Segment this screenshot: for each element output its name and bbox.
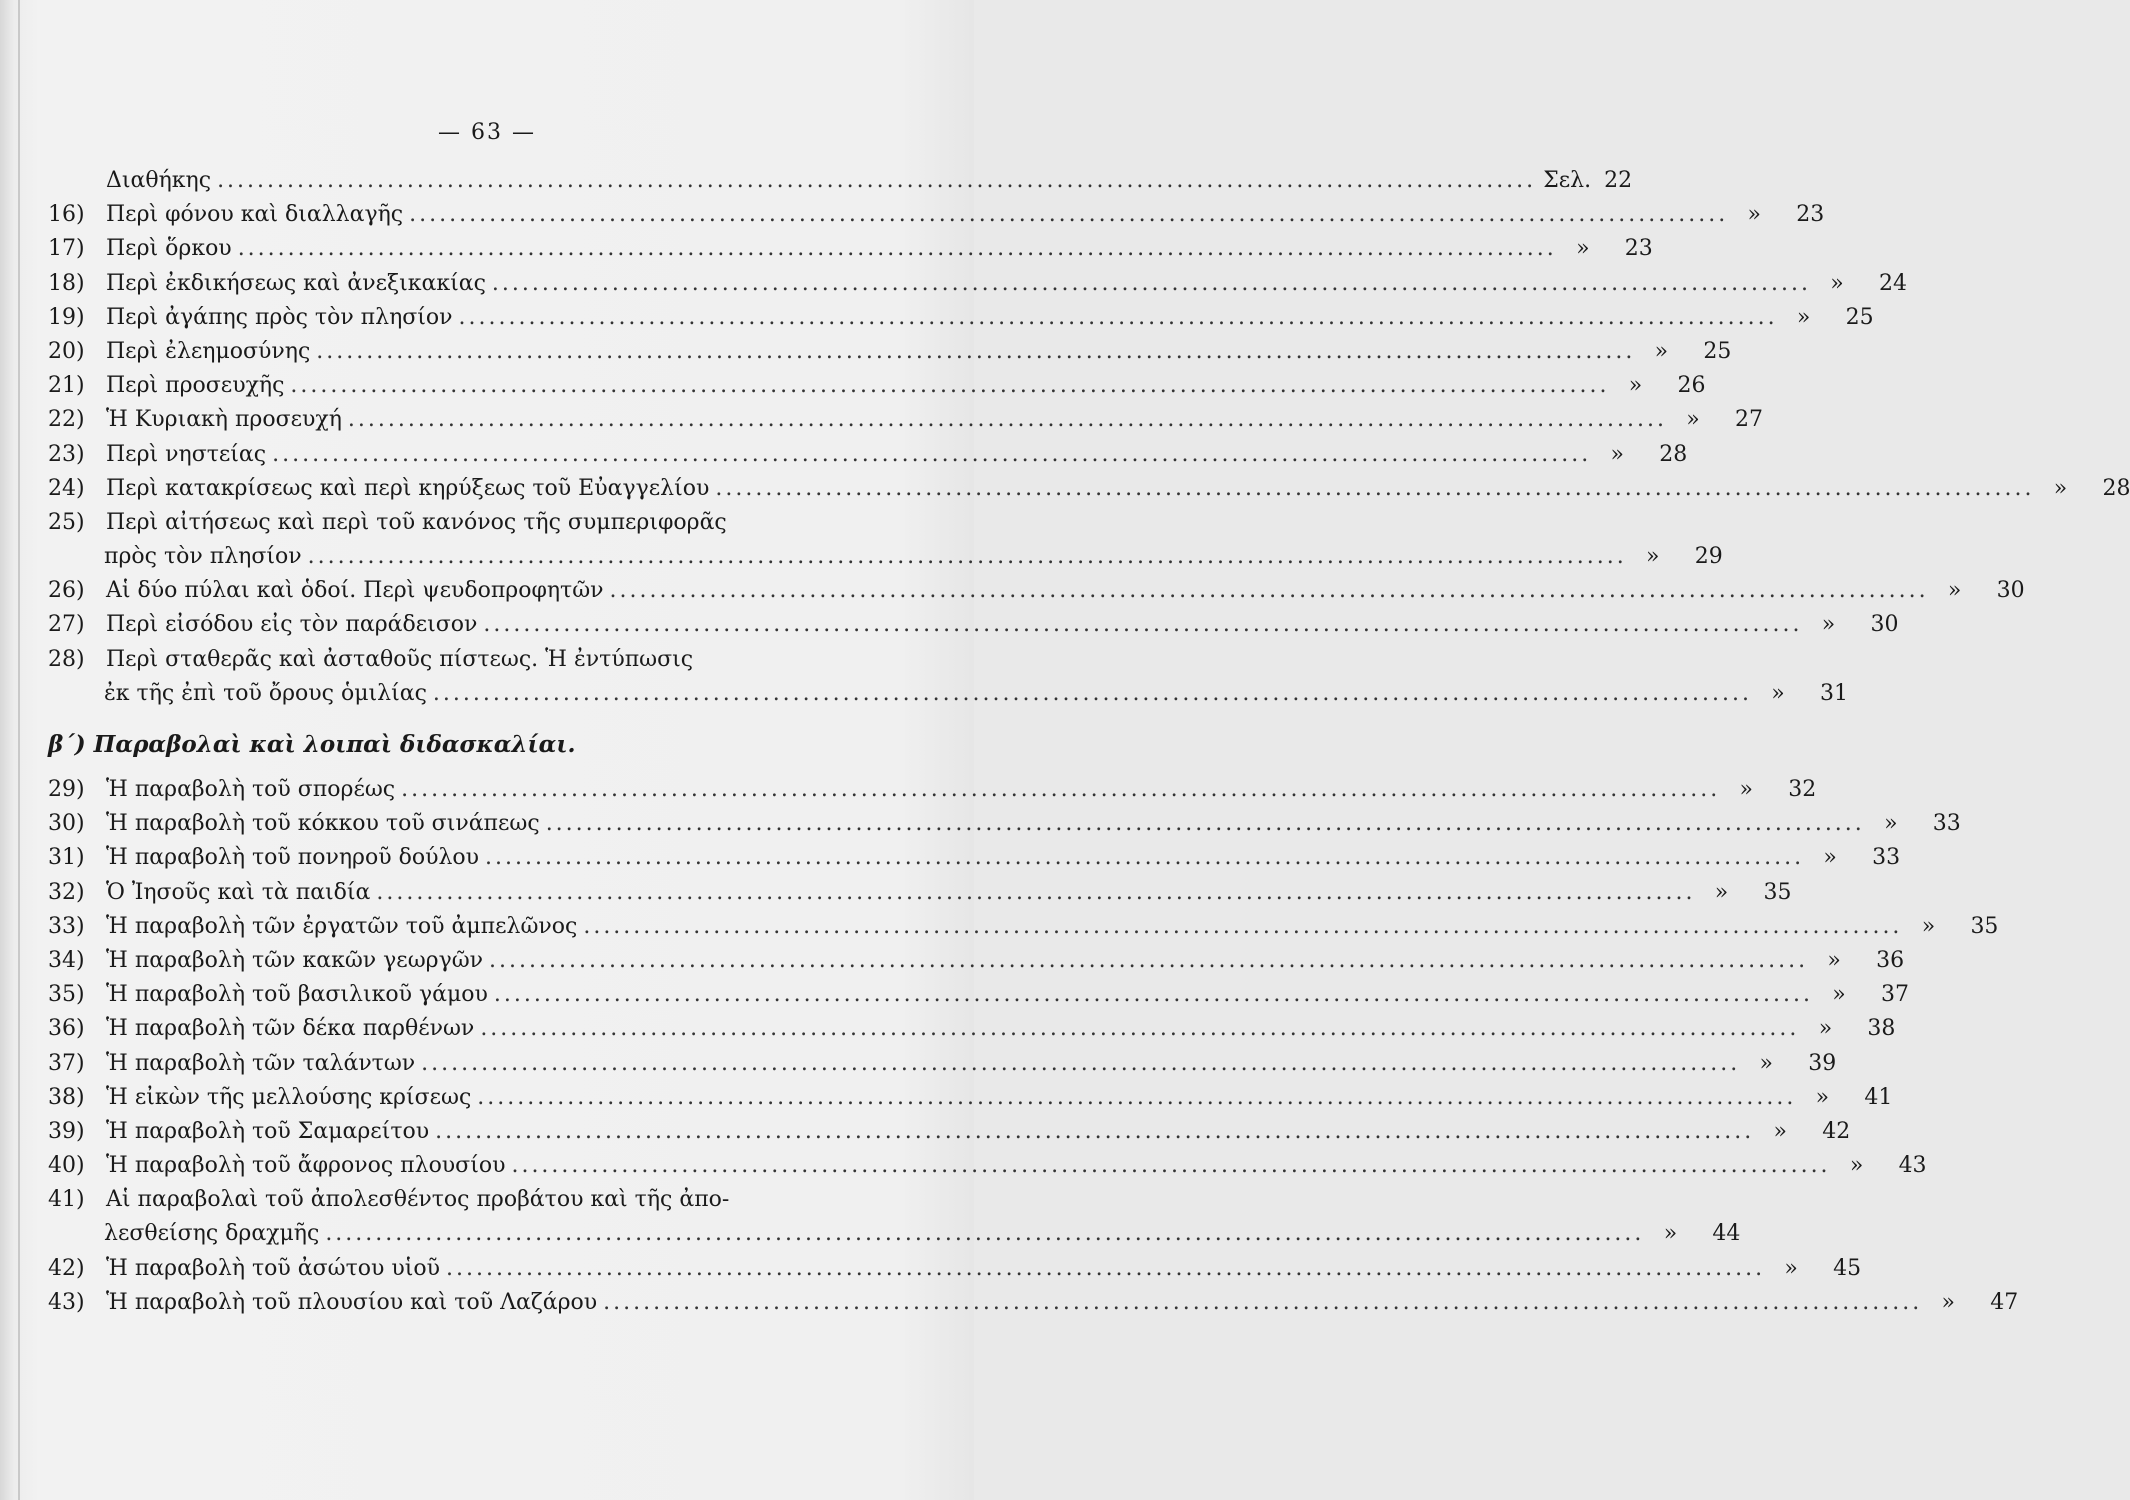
entry-title-cont: ἐκ τῆς ἐπὶ τοῦ ὄρους ὁμιλίας xyxy=(104,680,427,706)
entry-number: 36) xyxy=(48,1016,85,1042)
entry-number: 22) xyxy=(48,407,85,433)
entry-title: Περὶ νηστείας xyxy=(106,441,267,467)
dot-leader xyxy=(348,403,1667,437)
toc-section-a2 xyxy=(48,574,2025,642)
table-of-contents xyxy=(48,164,2130,1320)
dot-leader xyxy=(433,677,1752,711)
entry-number: 31) xyxy=(48,845,85,871)
toc-entry xyxy=(48,1149,1927,1183)
dot-leader xyxy=(583,910,1902,944)
entry-page: 43 xyxy=(1898,1153,1927,1179)
entry-title: Ἡ παραβολὴ τοῦ ἀσώτου υἱοῦ xyxy=(106,1255,441,1281)
entry-number: 38) xyxy=(48,1084,85,1110)
entry-title: Ἡ παραβολὴ τοῦ βασιλικοῦ γάμου xyxy=(106,982,488,1008)
ditto-mark: » xyxy=(1759,1050,1774,1076)
dot-leader xyxy=(308,540,1627,574)
dot-leader xyxy=(546,807,1865,841)
dot-leader xyxy=(483,608,1802,642)
ditto-mark: » xyxy=(1815,1084,1830,1110)
entry-title: Ἡ παραβολὴ τοῦ κόκκου τοῦ σινάπεως xyxy=(106,811,540,837)
entry-title: Αἱ παραβολαὶ τοῦ ἀπολεσθέντος προβάτου καὶ τῆς ἀπο- xyxy=(106,1187,730,1213)
ditto-mark: » xyxy=(1830,270,1844,296)
entry-page: 38 xyxy=(1867,1016,1896,1042)
toc-section-b2 xyxy=(48,1252,2019,1320)
entry-number: 42) xyxy=(48,1255,85,1281)
ditto-mark: » xyxy=(1686,407,1700,433)
dot-leader xyxy=(238,232,1557,266)
ditto-mark: » xyxy=(1576,236,1590,262)
toc-entry xyxy=(48,232,1653,266)
toc-section-b xyxy=(48,773,1999,1183)
toc-entry xyxy=(48,506,850,540)
entry-title: Ἡ Κυριακὴ προσευχή xyxy=(106,407,342,433)
entry-page: 23 xyxy=(1796,202,1825,228)
entry-title: Αἱ δύο πύλαι καὶ ὁδοί. Περὶ ψευδοπροφητῶν xyxy=(106,578,604,604)
entry-page: 26 xyxy=(1677,373,1706,399)
entry-number: 23) xyxy=(48,441,85,467)
entry-page: 33 xyxy=(1932,811,1961,837)
entry-title: Περὶ κατακρίσεως καὶ περὶ κηρύξεως τοῦ Εὐαγγελίου xyxy=(106,475,710,501)
entry-title: Περὶ εἰσόδου εἰς τὸν παράδεισον xyxy=(106,612,478,638)
entry-number: 18) xyxy=(48,270,85,296)
dot-leader xyxy=(477,1081,1796,1115)
page-number: — 63 — xyxy=(438,120,536,145)
entry-title: Ἡ παραβολὴ τοῦ πονηροῦ δούλου xyxy=(106,845,480,871)
toc-entry-cont xyxy=(48,677,1849,711)
ditto-mark: » xyxy=(1610,441,1624,467)
dot-leader xyxy=(492,267,1811,301)
toc-entry xyxy=(48,574,2025,608)
dot-leader xyxy=(316,335,1635,369)
entry-page: 35 xyxy=(1970,913,1999,939)
toc-entry xyxy=(48,403,1764,437)
entry-title: Περὶ φόνου καὶ διαλλαγῆς xyxy=(106,202,404,228)
toc-entry xyxy=(48,1115,1851,1149)
entry-number: 30) xyxy=(48,811,85,837)
toc-entry xyxy=(48,910,1999,944)
dot-leader xyxy=(494,978,1813,1012)
toc-entry xyxy=(48,1081,1893,1115)
entry-title: Περὶ ἐλεημοσύνης xyxy=(106,338,311,364)
dot-leader xyxy=(715,472,2034,506)
toc-entry xyxy=(48,1252,1862,1286)
entry-title-cont: πρὸς τὸν πλησίον xyxy=(104,544,302,570)
toc-entry xyxy=(48,438,1688,472)
entry-number: 40) xyxy=(48,1153,85,1179)
entry-title: Ἡ παραβολὴ τῶν κακῶν γεωργῶν xyxy=(106,947,484,973)
dot-leader xyxy=(272,438,1591,472)
entry-title: Ἡ παραβολὴ τοῦ σπορέως xyxy=(106,777,396,802)
entry-title: Ἡ εἰκὼν τῆς μελλούσης κρίσεως xyxy=(106,1084,472,1110)
entry-page: 30 xyxy=(1870,612,1899,638)
entry-number: 32) xyxy=(48,879,85,905)
dot-leader xyxy=(511,1149,1830,1183)
dot-leader xyxy=(489,944,1808,978)
ditto-mark: » xyxy=(1714,879,1729,905)
entry-page: 29 xyxy=(1694,544,1723,570)
toc-entry xyxy=(48,1047,1837,1081)
ditto-mark: » xyxy=(1773,1118,1787,1144)
ditto-mark: » xyxy=(1739,777,1753,802)
entry-page: 28 xyxy=(1659,441,1688,467)
entry-page: 27 xyxy=(1735,407,1764,433)
entry-page: 35 xyxy=(1763,879,1792,905)
ditto-mark: » xyxy=(1654,338,1669,364)
toc-entry xyxy=(48,608,1899,642)
dot-leader xyxy=(217,164,1536,198)
entry-page: 33 xyxy=(1872,845,1901,871)
dot-leader xyxy=(401,773,1720,807)
entry-title: Ἡ παραβολὴ τῶν ταλάντων xyxy=(106,1050,416,1076)
ditto-mark: » xyxy=(1849,1153,1864,1179)
entry-title: Περὶ αἰτήσεως καὶ περὶ τοῦ κανόνος τῆς συμπεριφορᾶς xyxy=(106,509,727,535)
toc-entry xyxy=(48,876,1792,910)
toc-entry xyxy=(48,369,1706,403)
toc-entry xyxy=(48,944,1905,978)
entry-title: Περὶ ὅρκου xyxy=(106,236,232,262)
entry-page: 41 xyxy=(1864,1084,1893,1110)
ditto-mark: » xyxy=(1832,982,1846,1008)
dot-leader xyxy=(435,1115,1754,1149)
entry-page: 25 xyxy=(1703,338,1732,364)
toc-entry xyxy=(48,773,1817,807)
toc-entry xyxy=(48,807,1961,841)
ditto-mark: » xyxy=(1747,202,1761,228)
toc-entry xyxy=(48,643,850,677)
dot-leader xyxy=(421,1047,1740,1081)
entry-number: 39) xyxy=(48,1118,85,1144)
entry-page: 32 xyxy=(1788,777,1817,802)
ditto-mark: » xyxy=(1827,947,1841,973)
ditto-mark: » xyxy=(1796,304,1811,330)
toc-entry xyxy=(48,301,1874,335)
dot-leader xyxy=(603,1286,1922,1320)
binding-gutter xyxy=(18,0,20,1500)
entry-page: 36 xyxy=(1876,947,1905,973)
toc-entry xyxy=(48,267,1908,301)
entry-title: Ἡ παραβολὴ τοῦ Σαμαρείτου xyxy=(106,1118,430,1144)
dot-leader xyxy=(409,198,1728,232)
entry-number: 29) xyxy=(48,777,85,802)
ditto-mark: » xyxy=(1628,373,1643,399)
ditto-mark: » xyxy=(1947,578,1962,604)
entry-title: Περὶ ἀγάπης πρὸς τὸν πλησίον xyxy=(106,304,453,330)
entry-page: 22 xyxy=(1604,168,1633,193)
entry-number: 37) xyxy=(48,1050,85,1076)
ditto-mark: » xyxy=(1645,544,1660,570)
ditto-mark: » xyxy=(1663,1221,1678,1247)
toc-entry xyxy=(48,841,1901,875)
dot-leader xyxy=(446,1252,1765,1286)
entry-number: 19) xyxy=(48,304,85,330)
entry-number: 25) xyxy=(48,509,85,535)
toc-entry xyxy=(48,1012,1896,1046)
entry-number: 35) xyxy=(48,982,85,1008)
entry-number: 41) xyxy=(48,1187,85,1213)
entry-title: Περὶ σταθερᾶς καὶ ἀσταθοῦς πίστεως. Ἡ ἐντύπωσις xyxy=(106,646,694,672)
toc-entry-cont xyxy=(48,540,1723,574)
entry-page: 30 xyxy=(1996,578,2025,604)
entry-page: 42 xyxy=(1822,1118,1851,1144)
ditto-mark: » xyxy=(1771,680,1785,706)
ditto-mark: » xyxy=(1941,1289,1955,1315)
entry-number: 24) xyxy=(48,475,85,501)
section-heading: β΄) Παραβολαὶ καὶ λοιπαὶ διδασκαλίαι. xyxy=(48,731,576,758)
entry-title: Ἡ παραβολὴ τῶν ἐργατῶν τοῦ ἀμπελῶνος xyxy=(106,913,578,939)
ditto-mark: » xyxy=(2053,475,2068,501)
dot-leader xyxy=(325,1217,1644,1251)
dot-leader xyxy=(376,876,1695,910)
dot-leader xyxy=(480,1012,1799,1046)
entry-number: 28) xyxy=(48,646,85,672)
dot-leader xyxy=(485,841,1804,875)
entry-page: 44 xyxy=(1712,1221,1741,1247)
ditto-mark: » xyxy=(1818,1016,1833,1042)
entry-page: 25 xyxy=(1845,304,1874,330)
toc-entry xyxy=(48,1286,2019,1320)
entry-page: 31 xyxy=(1820,680,1849,706)
toc-entry xyxy=(48,335,1732,369)
entry-number: 34) xyxy=(48,947,85,973)
entry-page: 23 xyxy=(1624,236,1653,262)
ditto-mark: » xyxy=(1921,913,1936,939)
entry-number: 27) xyxy=(48,612,85,638)
entry-number: 17) xyxy=(48,236,85,262)
entry-title: Ἡ παραβολὴ τοῦ ἄφρονος πλουσίου xyxy=(106,1153,506,1179)
toc-section-a xyxy=(48,198,2130,506)
entry-number: 26) xyxy=(48,578,85,604)
entry-page: 47 xyxy=(1990,1289,2019,1315)
ditto-mark: » xyxy=(1784,1255,1798,1281)
ditto-mark: » xyxy=(1884,811,1898,837)
entry-number: 20) xyxy=(48,338,85,364)
entry-title: Ἡ παραβολὴ τῶν δέκα παρθένων xyxy=(106,1016,475,1042)
toc-entry xyxy=(48,198,1825,232)
entry-page: 39 xyxy=(1808,1050,1837,1076)
entry-page: 37 xyxy=(1880,982,1909,1008)
ditto-mark: » xyxy=(1823,845,1837,871)
entry-page: 45 xyxy=(1833,1255,1862,1281)
dot-leader xyxy=(610,574,1929,608)
toc-entry-cont xyxy=(48,1217,1741,1251)
dot-leader xyxy=(459,301,1778,335)
entry-page: 24 xyxy=(1879,270,1908,296)
dot-leader xyxy=(290,369,1609,403)
entry-title: Διαθήκης xyxy=(106,168,212,193)
entry-page: 28 xyxy=(2102,475,2130,501)
entry-number: 16) xyxy=(48,202,85,228)
toc-entry xyxy=(48,1183,850,1217)
entry-title: Ὁ Ἰησοῦς καὶ τὰ παιδία xyxy=(106,879,371,905)
entry-title: Ἡ παραβολὴ τοῦ πλουσίου καὶ τοῦ Λαζάρου xyxy=(106,1289,598,1315)
entry-number: 21) xyxy=(48,373,85,399)
entry-title: Περὶ προσευχῆς xyxy=(106,373,285,399)
toc-entry xyxy=(48,978,1909,1012)
ditto-mark: » xyxy=(1821,612,1836,638)
entry-number: 43) xyxy=(48,1289,85,1315)
toc-entry-continuation xyxy=(48,164,1633,198)
page-abbrev: Σελ. xyxy=(1543,168,1592,193)
entry-title: Περὶ ἐκδικήσεως καὶ ἀνεξικακίας xyxy=(106,270,486,296)
entry-title-cont: λεσθείσης δραχμῆς xyxy=(104,1221,320,1247)
entry-number: 33) xyxy=(48,913,85,939)
toc-entry xyxy=(48,472,2130,506)
